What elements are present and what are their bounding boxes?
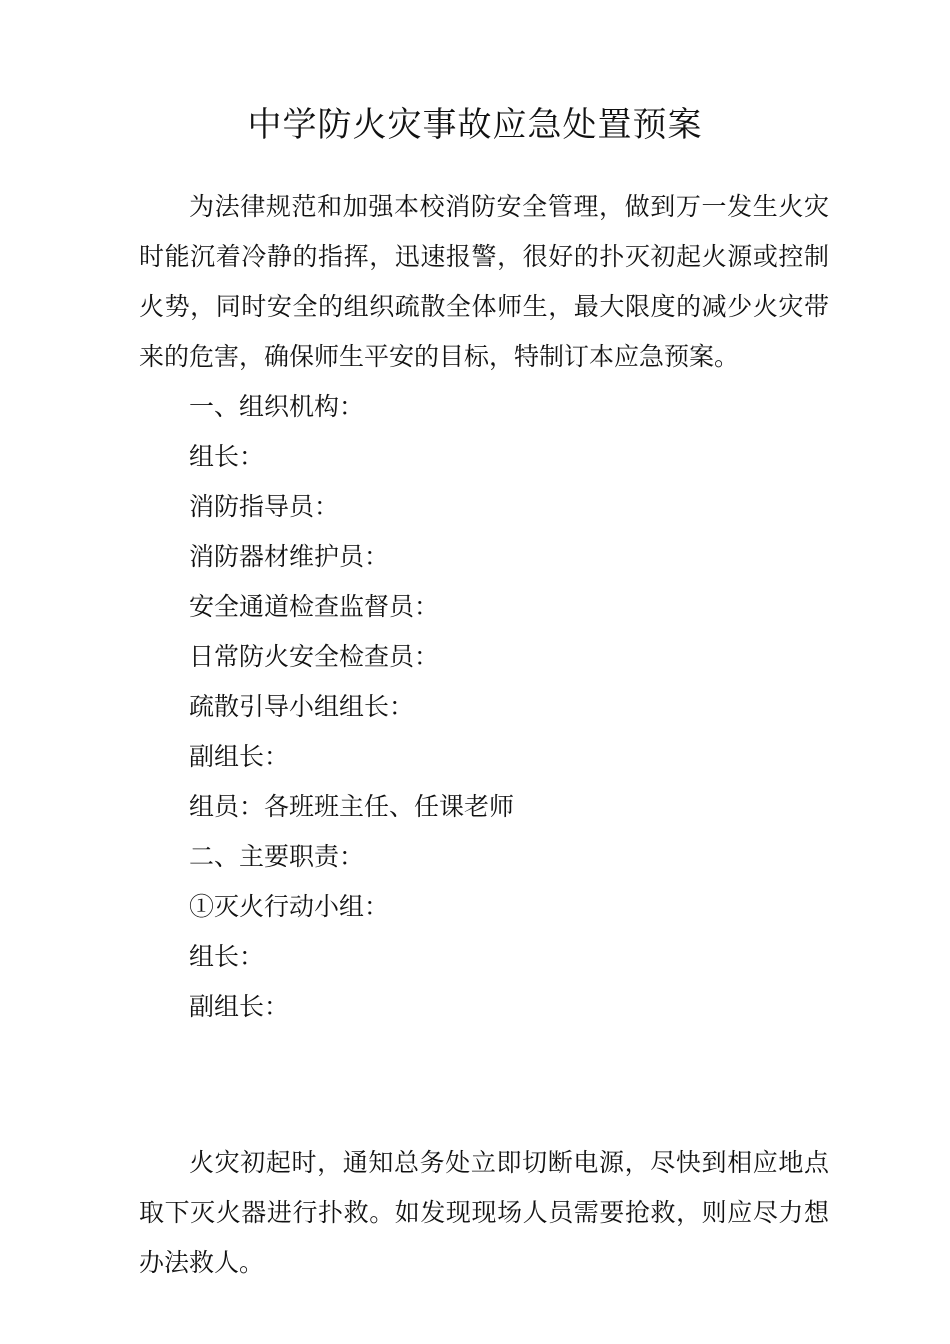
list-item-fire-instructor: 消防指导员： [189, 492, 340, 521]
list-item-equipment-maintainer: 消防器材维护员： [189, 542, 390, 571]
section-heading-duties: 二、主要职责： [189, 842, 365, 871]
list-item-deputy-leader: 副组长： [189, 742, 290, 771]
closing-paragraph: 火灾初起时，通知总务处立即切断电源，尽快到相应地点取下灭火器进行扑救。如发现现场人员需要抢救，则应尽力想办法救人。 [139, 1148, 829, 1277]
list-item-daily-inspector: 日常防火安全检查员： [189, 642, 440, 671]
list-item-team-leader: 组长： [189, 942, 265, 971]
list-item-evacuation-leader: 疏散引导小组组长： [189, 692, 415, 721]
subsection-firefighting-team: ①灭火行动小组： [189, 892, 390, 921]
list-item-members: 组员：各班班主任、任课老师 [189, 792, 515, 821]
document-title: 中学防火灾事故应急处置预案 [247, 105, 703, 145]
list-item-passage-inspector: 安全通道检查监督员： [189, 592, 440, 621]
section-heading-organization: 一、组织机构： [189, 392, 365, 421]
list-item-leader: 组长： [189, 442, 265, 471]
list-item-team-deputy-leader: 副组长： [189, 992, 290, 1021]
intro-paragraph: 为法律规范和加强本校消防安全管理，做到万一发生火灾时能沉着冷静的指挥，迅速报警，很好的扑灭初起火源或控制火势，同时安全的组织疏散全体师生，最大限度的减少火灾带来的危害，确保师生平安的目标，特制订本应急预案。 [139, 192, 829, 371]
